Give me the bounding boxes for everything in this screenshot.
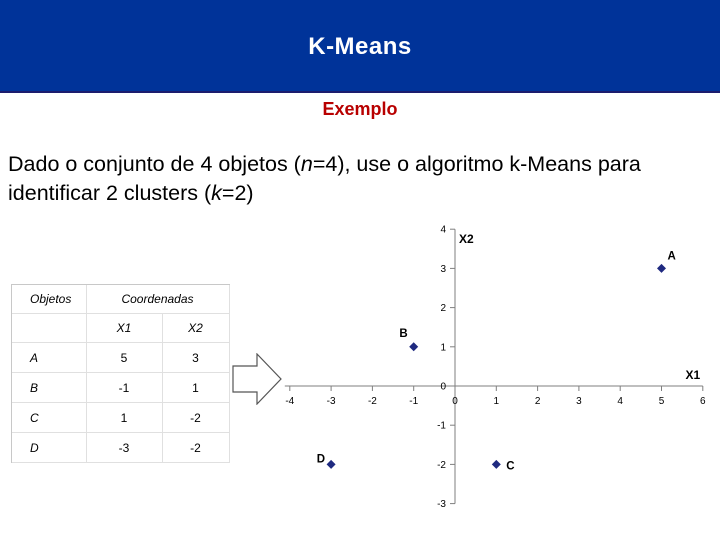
data-point-b [409,342,418,351]
cell-x2: 3 [162,343,229,373]
title-bar [0,0,720,93]
header-coordinates: Coordenadas [86,285,229,314]
data-point-c [492,460,501,469]
subheader-empty [12,314,86,343]
intro-var-n: n [300,152,313,176]
y-tick-label: 3 [440,263,446,275]
table-row [12,433,229,463]
x-tick-label: -1 [409,396,419,407]
cell-x1: -3 [86,433,162,463]
intro-text-1: Dado o conjunto de 4 objetos ( [8,152,301,176]
point-label-d: D [316,453,326,466]
point-label-c: C [506,460,515,473]
y-tick-label: 0 [440,381,446,393]
x-tick-label: -2 [367,396,377,407]
cell-x2: -2 [162,433,229,463]
right-arrow-icon [232,353,282,405]
data-point-d [327,460,336,469]
y-tick-label: -3 [437,499,446,511]
data-point-a [657,264,666,273]
table-row [12,373,229,403]
x-tick-label: -4 [285,396,295,407]
x-tick-label: 2 [534,396,541,407]
cell-x1: 5 [86,343,162,373]
table-subheader-row [12,314,229,343]
intro-text-2: =4), use o algoritmo k-Means para identificar 2 clusters ( [8,152,641,205]
y-axis-label: X2 [459,232,474,247]
slide-title: K-Means [308,32,412,60]
x-tick-label: 0 [452,396,458,407]
objects-table [11,284,230,463]
cell-object: A [12,343,86,373]
header-objects: Objetos [12,285,86,314]
x-tick-label: 1 [493,396,500,407]
cell-x1: 1 [86,403,162,433]
cell-object: C [12,403,86,433]
table-row [12,403,229,433]
x-tick-label: 4 [617,396,623,407]
y-tick-label: 2 [440,303,446,315]
y-tick-label: 1 [440,342,446,354]
cell-x2: -2 [162,403,229,433]
x-tick-label: 6 [700,396,706,407]
intro-var-k: k [211,181,222,205]
y-tick-label: -1 [437,420,446,432]
slide-subtitle: Exemplo [322,99,398,119]
cell-x1: -1 [86,373,162,403]
cell-x2: 1 [162,373,229,403]
table-header-row [12,285,229,314]
header-x2: X2 [162,314,229,343]
x-axis-label: X1 [685,368,701,382]
y-tick-label: 4 [440,224,446,236]
point-label-b: B [399,327,408,340]
header-x1: X1 [86,314,162,343]
x-tick-label: 5 [658,396,665,407]
y-tick-label: -2 [437,459,446,471]
x-tick-label: -3 [326,396,336,407]
cell-object: D [12,433,86,463]
x-tick-label: 3 [576,396,582,407]
cell-object: B [12,373,86,403]
point-label-a: A [667,250,676,263]
problem-statement [8,150,718,208]
table-row [12,343,229,373]
intro-text-3: =2) [221,181,254,205]
